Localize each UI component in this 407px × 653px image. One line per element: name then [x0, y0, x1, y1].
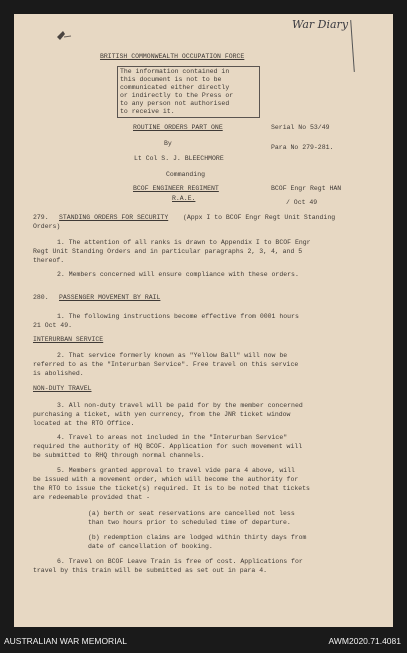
para-280-p4-line: 4. Travel to areas not included in the "Interurban Service" — [57, 434, 288, 441]
para-280-p5-line: are redeemable provided that - — [33, 494, 151, 501]
caution-line: this document is not to be — [120, 76, 222, 83]
para-number: Para No 279-281. — [271, 144, 334, 151]
para-280-p2-line: referred to as the "Interurban Service". Free travel on this service — [33, 361, 299, 368]
para-280-p3-line: purchasing a ticket, with yen currency, from the JNR ticket window — [33, 411, 291, 418]
caution-line: or indirectly to the Press or — [120, 92, 234, 99]
unit-name: BCOF ENGINEER REGIMENT — [133, 185, 219, 192]
unit-sub: R.A.E. — [172, 195, 196, 202]
officer-name: Lt Col S. J. BLEECHMORE — [134, 155, 224, 162]
unit-location: BCOF Engr Regt HAN — [271, 185, 342, 192]
para-280-heading: PASSENGER MOVEMENT BY RAIL — [59, 294, 161, 301]
order-date: / Oct 49 — [286, 199, 318, 206]
interurban-heading: INTERURBAN SERVICE — [33, 336, 104, 343]
footer-accession: AWM2020.71.4081 — [328, 636, 401, 646]
para-280-p2-line: is abolished. — [33, 370, 84, 377]
para-280-p1-line: 21 Oct 49. — [33, 322, 73, 329]
by-label: By — [164, 140, 172, 147]
handwritten-note: War Diary — [292, 18, 349, 31]
footer-credit: AUSTRALIAN WAR MEMORIAL — [4, 636, 127, 646]
para-280-number: 280. — [33, 294, 49, 301]
caution-line: to receive it. — [120, 108, 175, 115]
handwritten-stroke — [350, 20, 355, 72]
para-280-p5-line: 5. Members granted approval to travel vide para 4 above, will — [57, 467, 295, 474]
sub-b-line: date of cancellation of booking. — [88, 543, 213, 550]
sub-a-line: (a) berth or seat reservations are cancelled not less — [88, 510, 295, 517]
para-280-p6-line: 6. Travel on BCOF Leave Train is free of cost. Applications for — [57, 558, 303, 565]
caution-line: communicated either directly — [120, 84, 230, 91]
commanding-label: Commanding — [166, 171, 206, 178]
para-280-p6-line: travel by this train will be submitted as set out in para 4. — [33, 567, 268, 574]
para-279-heading-cont: Orders) — [33, 223, 61, 230]
para-280-p3-line: 3. All non-duty travel will be paid for by the member concerned — [57, 402, 303, 409]
force-title: BRITISH COMMONWEALTH OCCUPATION FORCE — [100, 53, 245, 60]
sub-a-line: than two hours prior to scheduled time of departure. — [88, 519, 291, 526]
para-279-item-1-line: 1. The attention of all ranks is drawn to Appendix I to BCOF Engr — [57, 239, 311, 246]
non-duty-heading: NON-DUTY TRAVEL — [33, 385, 92, 392]
caution-line: The information contained in — [120, 68, 230, 75]
para-279-heading-rest: (Appx I to BCOF Engr Regt Unit Standing — [183, 214, 336, 221]
para-280-p1-line: 1. The following instructions become effective from 0001 hours — [57, 313, 299, 320]
document-page — [14, 14, 393, 627]
para-279-heading: STANDING ORDERS FOR SECURITY — [59, 214, 169, 221]
caution-line: to any person not authorised — [120, 100, 230, 107]
paper-clip-mark — [54, 28, 74, 46]
para-279-item-1-line: Regt Unit Standing Orders and in particular paragraphs 2, 3, 4, and 5 — [33, 248, 303, 255]
para-280-p3-line: located at the RTO Office. — [33, 420, 135, 427]
para-280-p2-line: 2. That service formerly known as "Yellow Ball" will now be — [57, 352, 288, 359]
para-279-item-1-line: thereof. — [33, 257, 65, 264]
orders-title: ROUTINE ORDERS PART ONE — [133, 124, 223, 131]
para-279-item-2-line: 2. Members concerned will ensure compliance with these orders. — [57, 271, 299, 278]
para-279-number: 279. — [33, 214, 49, 221]
para-280-p4-line: be submitted to RHQ through normal channels. — [33, 452, 205, 459]
para-280-p4-line: required the authority of HQ BCOF. Application for such movement will — [33, 443, 303, 450]
para-280-p5-line: be issued with a movement order, which will become the authority for — [33, 476, 299, 483]
serial-number: Serial No 53/49 — [271, 124, 330, 131]
sub-b-line: (b) redemption claims are lodged within thirty days from — [88, 534, 307, 541]
para-280-p5-line: the RTO to issue the ticket(s) required. It is to be noted that tickets — [33, 485, 310, 492]
